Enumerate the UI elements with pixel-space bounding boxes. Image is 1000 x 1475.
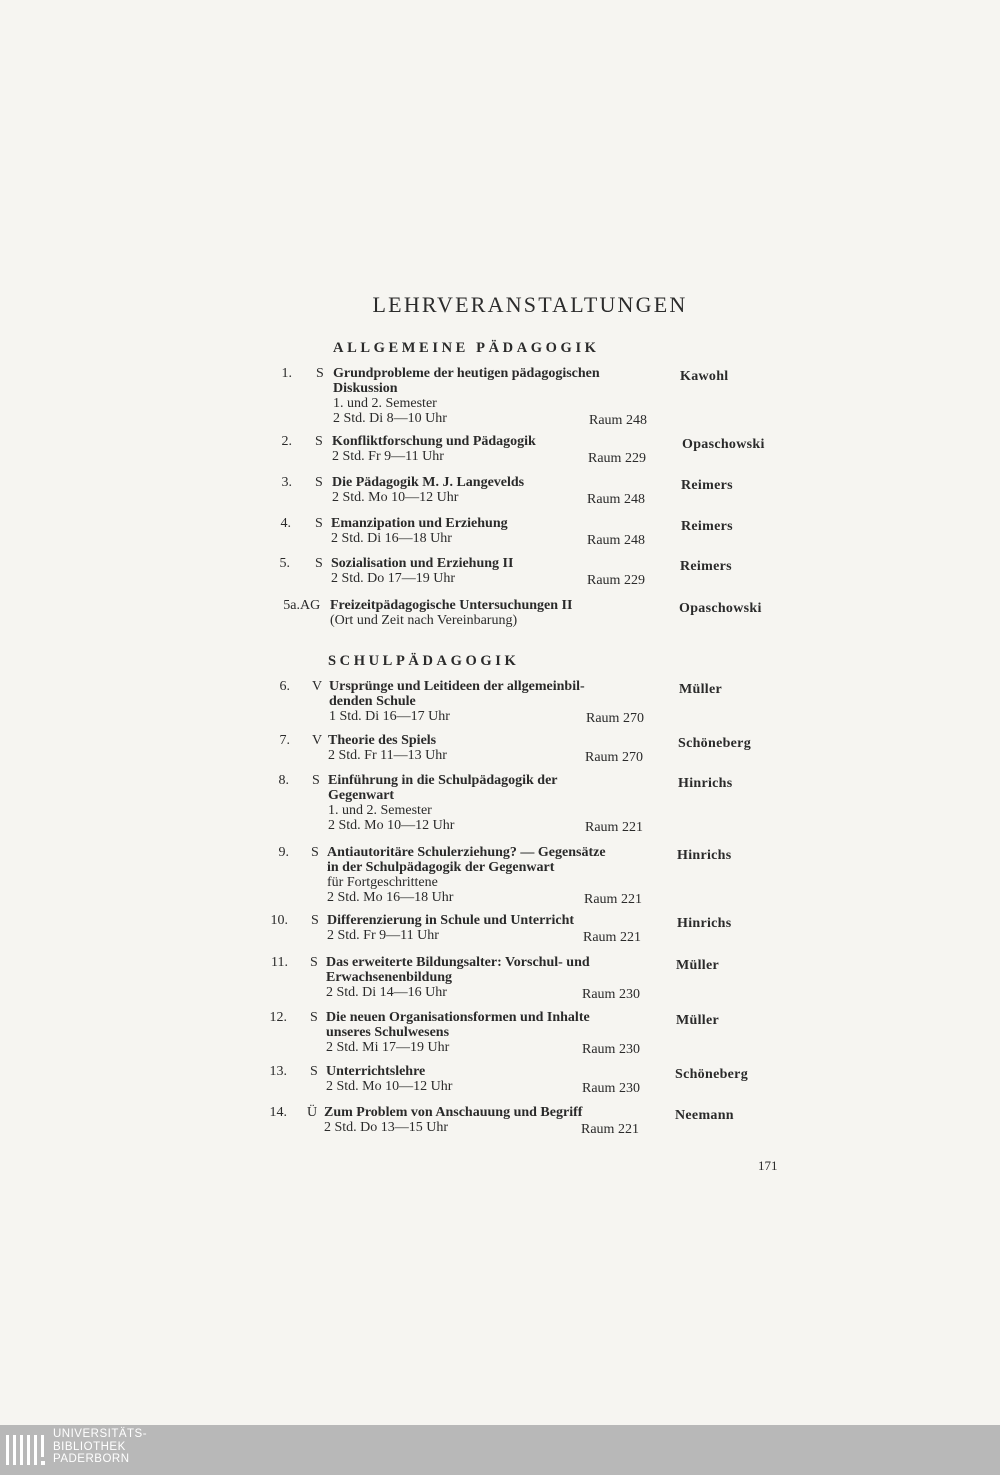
course-number: 6. <box>279 679 290 694</box>
course-title-line: Differenzierung in Schule und Unterricht <box>327 913 575 928</box>
course-entry <box>0 679 1000 726</box>
course-entry <box>0 913 1000 945</box>
course-instructor: Müller <box>676 1013 720 1028</box>
course-instructor: Reimers <box>680 559 732 574</box>
course-number: 2. <box>281 434 292 449</box>
course-time: 2 Std. Mo 10—12 Uhr <box>328 818 455 833</box>
course-instructor: Neemann <box>675 1108 734 1123</box>
library-footer-bar <box>0 1425 1000 1475</box>
course-room: Raum 221 <box>581 1122 639 1137</box>
course-number: 5a. <box>283 598 300 613</box>
course-entry <box>0 1064 1000 1096</box>
library-logo-icon <box>6 1431 46 1471</box>
course-type: AG <box>300 598 321 613</box>
course-room: Raum 248 <box>587 492 645 507</box>
course-time: 2 Std. Di 14—16 Uhr <box>326 985 447 1000</box>
course-time: 2 Std. Do 13—15 Uhr <box>324 1120 449 1135</box>
course-time: (Ort und Zeit nach Vereinbarung) <box>330 613 518 628</box>
course-number: 11. <box>271 955 288 970</box>
library-name-line: PADERBORN <box>53 1453 130 1465</box>
course-type: S <box>315 434 323 449</box>
course-room: Raum 230 <box>582 1081 640 1096</box>
course-number: 12. <box>269 1010 287 1025</box>
course-instructor: Hinrichs <box>678 776 733 791</box>
course-instructor: Opaschowski <box>682 437 765 452</box>
course-entry <box>0 1010 1000 1057</box>
course-entry <box>0 475 1000 507</box>
course-entry <box>0 556 1000 588</box>
course-room: Raum 270 <box>586 711 644 726</box>
course-note: 1. und 2. Semester <box>333 396 437 411</box>
course-title-line: Freizeitpädagogische Untersuchungen II <box>330 598 573 613</box>
course-type: S <box>311 845 319 860</box>
course-type: S <box>310 1064 318 1079</box>
course-instructor: Kawohl <box>680 369 729 384</box>
page-number: 171 <box>758 1158 778 1173</box>
course-entry <box>0 845 1000 907</box>
course-instructor: Hinrichs <box>677 848 732 863</box>
course-title-line: in der Schulpädagogik der Gegenwart <box>327 860 555 875</box>
course-title-line: Die Pädagogik M. J. Langevelds <box>332 475 525 490</box>
section-heading: ALLGEMEINE PÄDAGOGIK <box>333 340 600 356</box>
course-time: 2 Std. Di 8—10 Uhr <box>333 411 447 426</box>
course-title-line: Antiautoritäre Schulerziehung? — Gegensätze <box>327 845 606 860</box>
course-type: S <box>315 516 323 531</box>
library-name-line: UNIVERSITÄTS- <box>53 1428 148 1440</box>
course-type: S <box>315 475 323 490</box>
course-room: Raum 229 <box>587 573 645 588</box>
course-instructor: Müller <box>676 958 720 973</box>
course-time: 2 Std. Mo 10—12 Uhr <box>326 1079 453 1094</box>
course-type: S <box>312 773 320 788</box>
course-title-line: Gegenwart <box>328 788 395 803</box>
course-title-line: Emanzipation und Erziehung <box>331 516 508 531</box>
course-type: S <box>316 366 324 381</box>
course-title-line: unseres Schulwesens <box>326 1025 450 1040</box>
course-entry <box>0 955 1000 1002</box>
course-number: 7. <box>279 733 290 748</box>
course-room: Raum 221 <box>583 930 641 945</box>
course-number: 8. <box>278 773 289 788</box>
course-instructor: Opaschowski <box>679 601 762 616</box>
course-number: 3. <box>281 475 292 490</box>
course-entry <box>0 733 1000 765</box>
course-note: 1. und 2. Semester <box>328 803 432 818</box>
course-number: 10. <box>270 913 288 928</box>
course-entry <box>0 1105 1000 1137</box>
course-number: 13. <box>269 1064 287 1079</box>
course-type: S <box>310 955 318 970</box>
course-title-line: Grundprobleme der heutigen pädagogischen <box>333 366 600 381</box>
course-title-line: Das erweiterte Bildungsalter: Vorschul- und <box>326 955 590 970</box>
course-title-line: Diskussion <box>333 381 398 396</box>
course-number: 1. <box>281 366 292 381</box>
course-number: 9. <box>278 845 289 860</box>
course-number: 4. <box>280 516 291 531</box>
library-name <box>53 1428 147 1466</box>
course-room: Raum 248 <box>587 533 645 548</box>
course-room: Raum 221 <box>585 820 643 835</box>
course-note: für Fortgeschrittene <box>327 875 438 890</box>
course-type: Ü <box>307 1105 318 1120</box>
course-room: Raum 248 <box>589 413 647 428</box>
course-number: 14. <box>269 1105 287 1120</box>
course-title-line: Konfliktforschung und Pädagogik <box>332 434 536 449</box>
course-room: Raum 230 <box>582 987 640 1002</box>
course-time: 2 Std. Mi 17—19 Uhr <box>326 1040 450 1055</box>
course-time: 2 Std. Fr 9—11 Uhr <box>327 928 439 943</box>
section-heading: SCHULPÄDAGOGIK <box>328 653 520 669</box>
course-entry <box>0 773 1000 835</box>
library-name-line: BIBLIOTHEK <box>53 1440 126 1453</box>
course-title-line: Unterrichtslehre <box>326 1064 426 1079</box>
course-time: 2 Std. Fr 9—11 Uhr <box>332 449 444 464</box>
course-entry <box>0 598 1000 628</box>
course-title-line: Zum Problem von Anschauung und Begriff <box>324 1105 583 1120</box>
course-time: 2 Std. Fr 11—13 Uhr <box>328 748 447 763</box>
course-time: 2 Std. Do 17—19 Uhr <box>331 571 456 586</box>
course-number: 5. <box>279 556 290 571</box>
course-type: S <box>311 913 319 928</box>
course-title-line: Erwachsenenbildung <box>326 970 453 985</box>
course-type: S <box>315 556 323 571</box>
course-title-line: Einführung in die Schulpädagogik der <box>328 773 558 788</box>
course-time: 2 Std. Di 16—18 Uhr <box>331 531 452 546</box>
course-instructor: Reimers <box>681 519 733 534</box>
page-title: LEHRVERANSTALTUNGEN <box>372 292 688 317</box>
course-title-line: denden Schule <box>329 694 416 709</box>
course-type: V <box>312 679 323 694</box>
course-instructor: Schöneberg <box>675 1067 748 1082</box>
course-title-line: Theorie des Spiels <box>328 733 437 748</box>
course-room: Raum 221 <box>584 892 642 907</box>
course-instructor: Reimers <box>681 478 733 493</box>
course-instructor: Schöneberg <box>678 736 751 751</box>
course-title-line: Ursprünge und Leitideen der allgemeinbil- <box>329 679 585 694</box>
course-time: 2 Std. Mo 10—12 Uhr <box>332 490 459 505</box>
course-type: V <box>312 733 323 748</box>
course-room: Raum 230 <box>582 1042 640 1057</box>
course-entry <box>0 366 1000 428</box>
course-room: Raum 270 <box>585 750 643 765</box>
course-time: 2 Std. Mo 16—18 Uhr <box>327 890 454 905</box>
course-instructor: Müller <box>679 682 723 697</box>
course-title-line: Die neuen Organisationsformen und Inhalte <box>326 1010 590 1025</box>
course-room: Raum 229 <box>588 451 646 466</box>
course-time: 1 Std. Di 16—17 Uhr <box>329 709 450 724</box>
course-title-line: Sozialisation und Erziehung II <box>331 556 514 571</box>
course-entry <box>0 516 1000 548</box>
course-type: S <box>310 1010 318 1025</box>
course-entry <box>0 434 1000 466</box>
course-instructor: Hinrichs <box>677 916 732 931</box>
